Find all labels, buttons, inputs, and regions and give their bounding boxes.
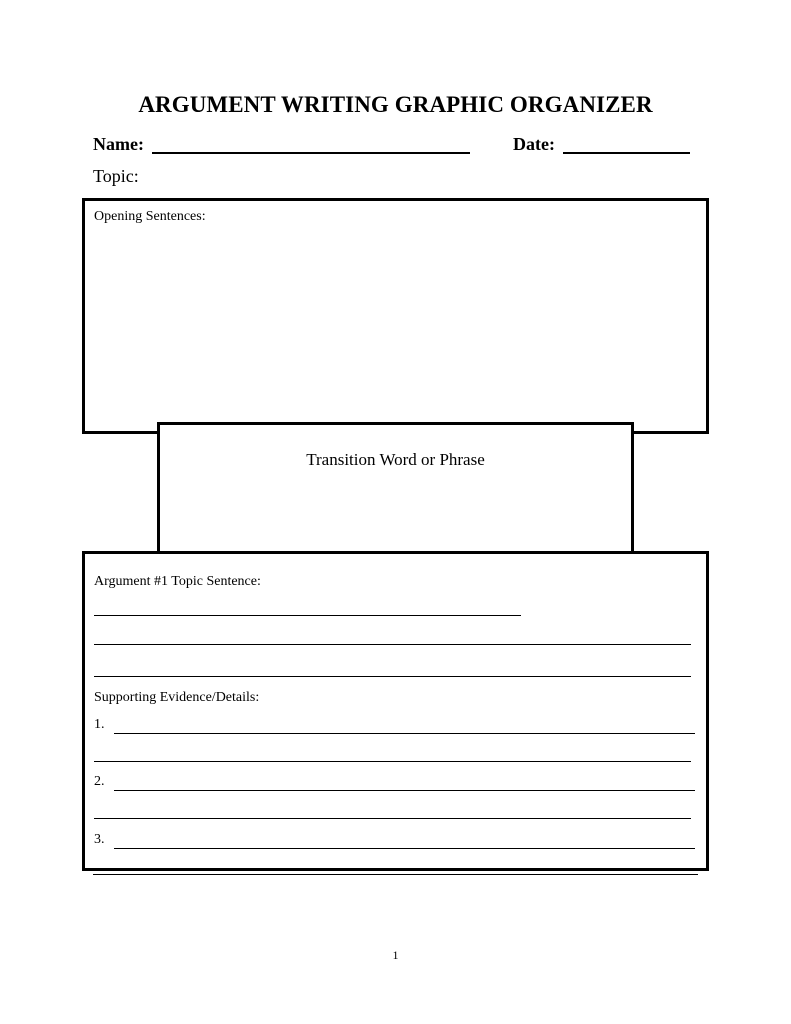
evidence-line[interactable] [93, 874, 698, 875]
topic-label: Topic: [93, 166, 139, 186]
topic-sentence-line[interactable] [94, 644, 691, 645]
topic-sentence-line[interactable] [94, 676, 691, 677]
argument-box[interactable] [82, 551, 709, 871]
opening-sentences-label: Opening Sentences: [94, 209, 206, 224]
item-number: 2. [94, 774, 105, 789]
name-field[interactable] [152, 152, 470, 154]
topic-sentence-line[interactable] [94, 615, 521, 616]
date-label: Date: [513, 134, 555, 154]
name-label: Name: [93, 134, 144, 154]
supporting-evidence-label: Supporting Evidence/Details: [94, 690, 260, 705]
item-number: 1. [94, 717, 105, 732]
page-number: 1 [392, 948, 399, 962]
evidence-line[interactable] [114, 790, 695, 791]
date-field[interactable] [563, 152, 690, 154]
evidence-line[interactable] [94, 818, 691, 819]
page-title: ARGUMENT WRITING GRAPHIC ORGANIZER [138, 92, 653, 117]
argument-topic-label: Argument #1 Topic Sentence: [94, 574, 261, 589]
opening-sentences-box[interactable] [82, 198, 709, 434]
evidence-line[interactable] [114, 733, 695, 734]
evidence-line[interactable] [94, 761, 691, 762]
transition-label: Transition Word or Phrase [306, 450, 485, 469]
evidence-line[interactable] [114, 848, 695, 849]
item-number: 3. [94, 832, 105, 847]
transition-box[interactable] [157, 422, 634, 556]
